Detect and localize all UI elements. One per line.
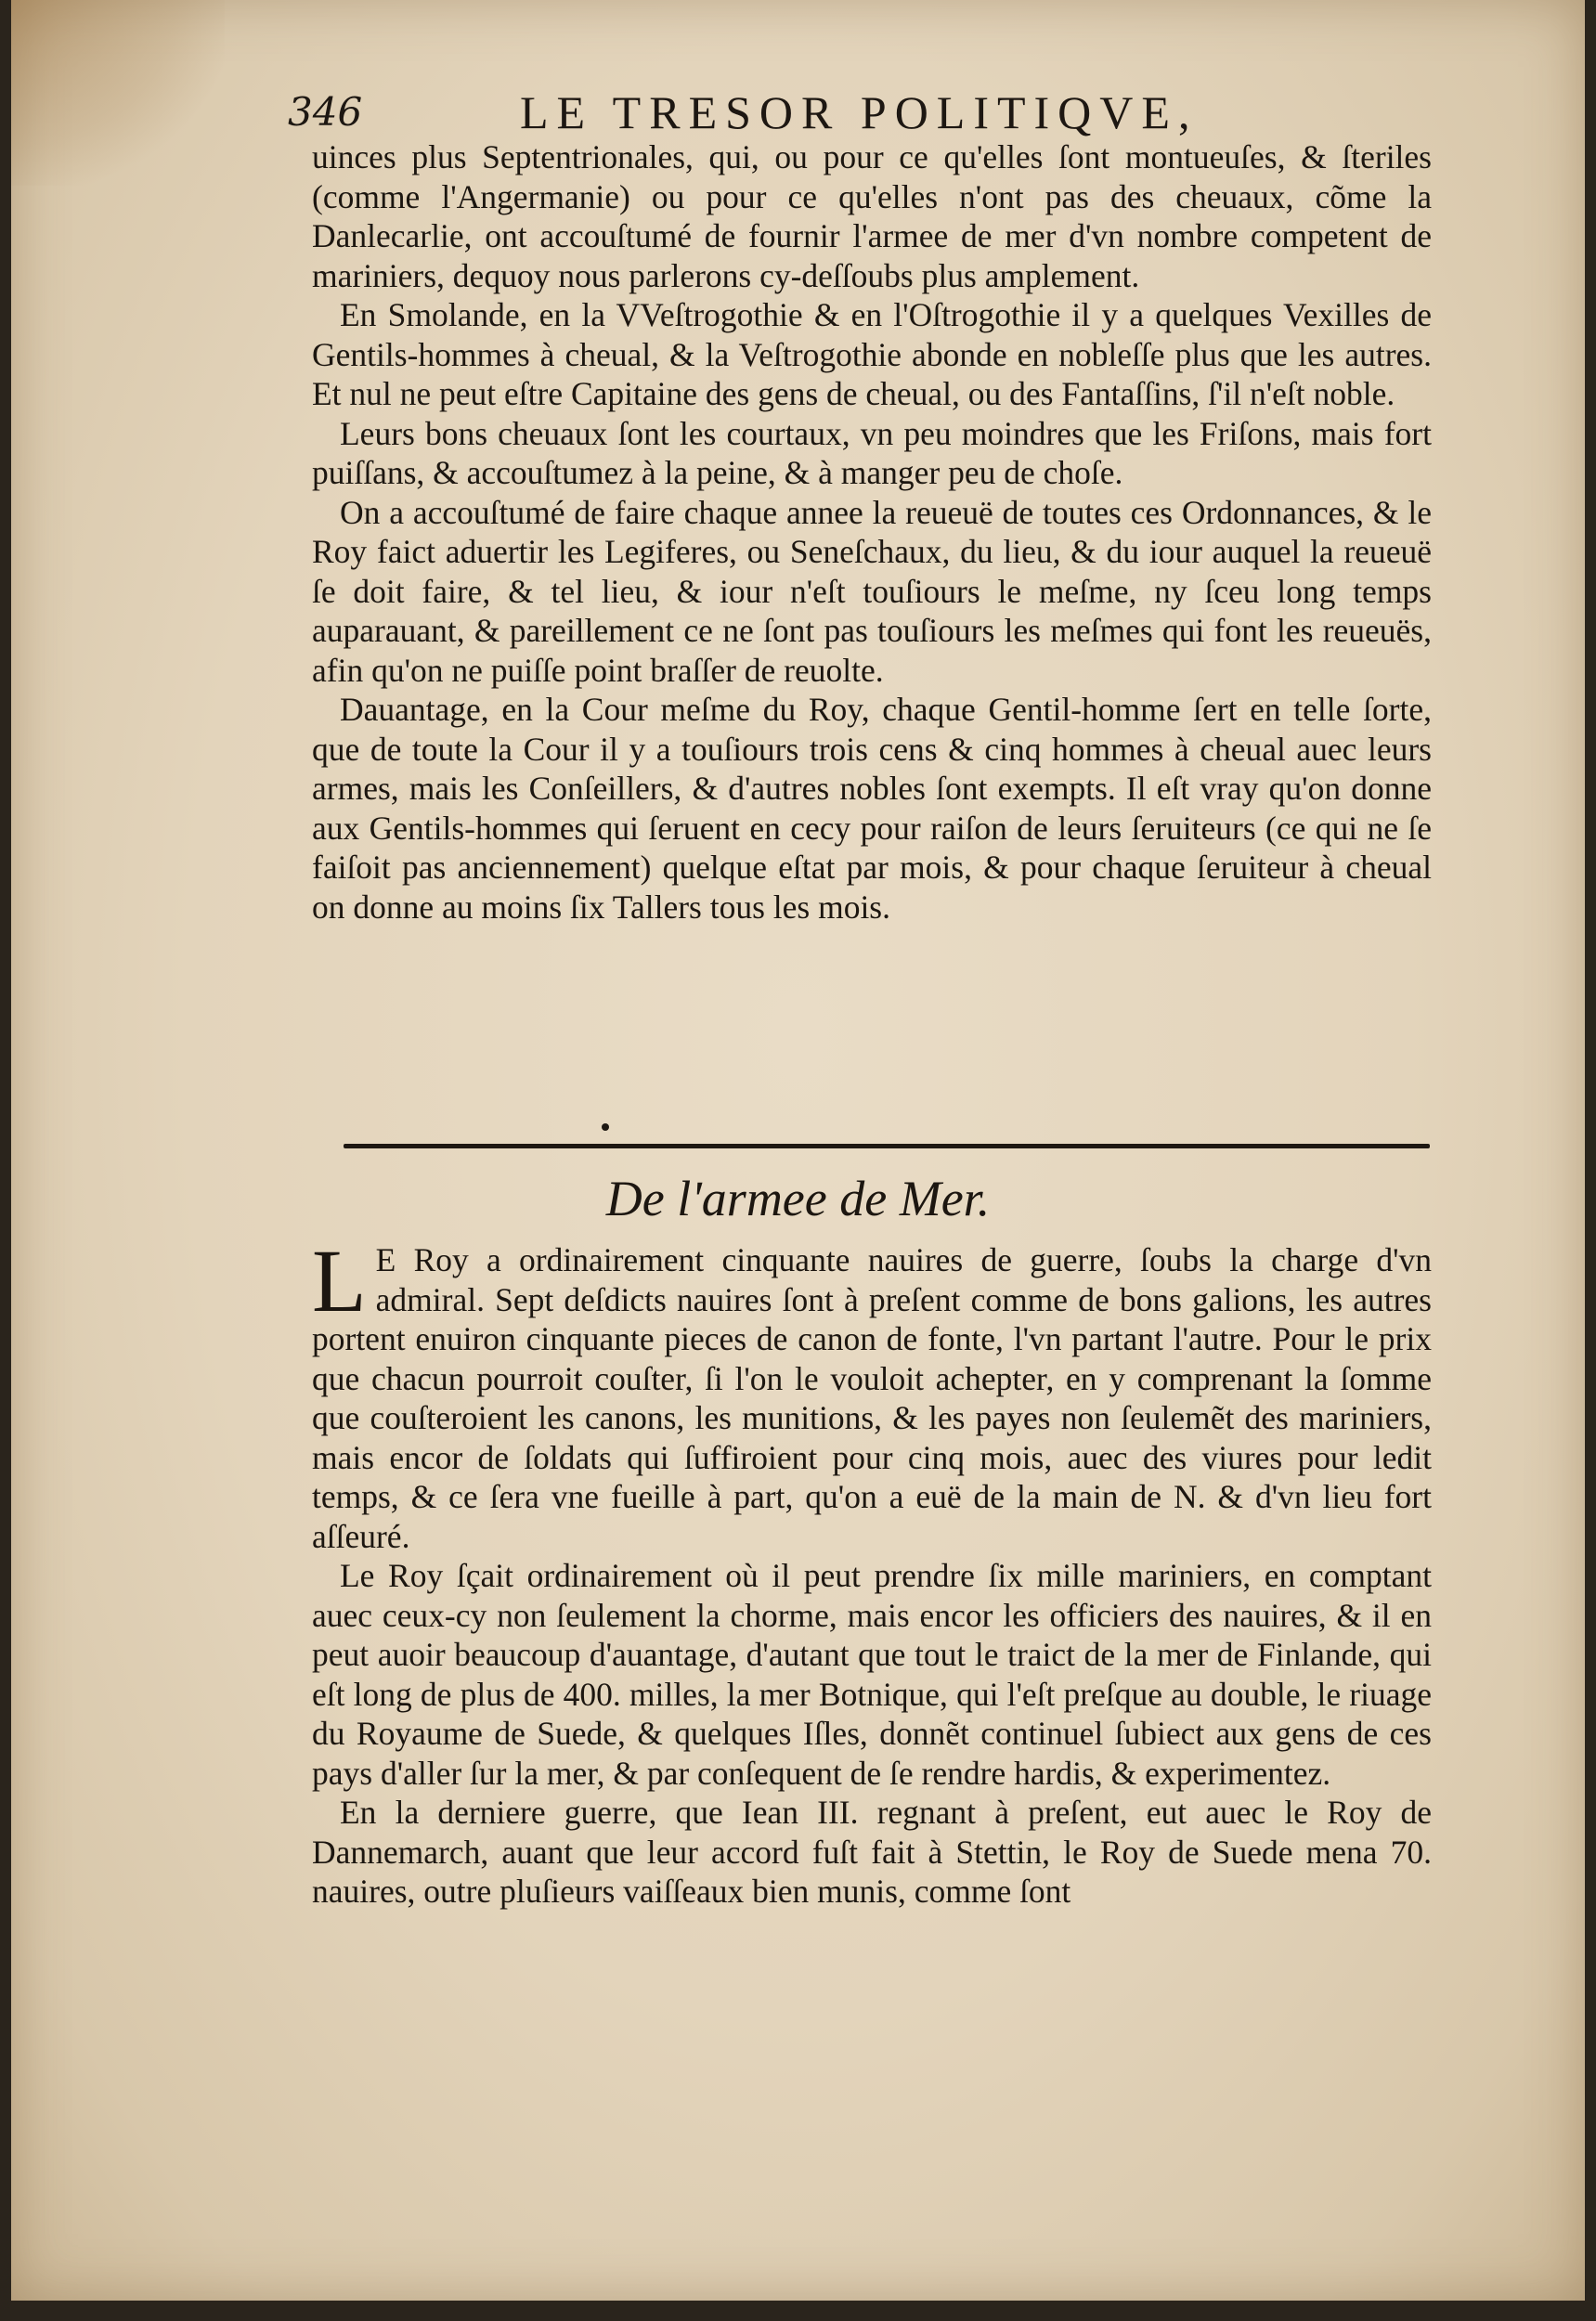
paragraph-text: E Roy a ordinairement cinquante nauires de guerre, ſoubs la charge d'vn admiral. Sept deſdicts nauires ſont à preſent comme de bons galions, les autres portent enuiron cinquante pieces de canon de fonte, l'vn partant l'autre. Pour le prix que chacun pourroit couſter, ſi l'on le vouloit achepter, en y comprenant la ſomme que couſteroient les canons, les munitions, & les payes non ſeulemẽt des mariniers, mais encor de ſoldats qui ſuffiroient pour cinq mois, auec des viures pour ledit temps, & ce ſera vne fueille à part, qu'on a euë de la main de N. & d'vn lieu fort aſſeuré. bbox=[312, 1241, 1432, 1555]
paragraph: Le Roy ſçait ordinairement où il peut prendre ſix mille mariniers, en comptant auec ceux-cy non ſeulement la chorme, mais encor les officiers des nauires, & il en peut auoir beaucoup d'auantage, d'autant que tout le traict de la mer de Finlande, qui eſt long de plus de 400. milles, la mer Botnique, qui l'eſt preſque au double, le riuage du Royaume de Suede, & quelques Iſles, donnẽt continuel ſubiect aux gens de ces pays d'aller ſur la mer, & par conſequent de ſe rendre hardis, & experimentez. bbox=[312, 1557, 1432, 1792]
paragraph: uinces plus Septentrionales, qui, ou pour ce qu'elles ſont montueuſes, & ſteriles (comme l'Angermanie) ou pour ce qu'elles n'ont pas des cheuaux, cõme la Danlecarlie, ont accouſtumé de fournir l'armee de mer d'vn nombre competent de mariniers, dequoy nous parlerons cy-deſſoubs plus amplement. bbox=[312, 138, 1432, 294]
rule-ornament bbox=[602, 1123, 609, 1131]
paragraph-with-dropcap bbox=[312, 1231, 1432, 1556]
running-head bbox=[288, 85, 1421, 141]
running-title: LE TRESOR POLITIQVE, bbox=[520, 86, 1199, 138]
paragraph: En la derniere guerre, que Iean III. regnant à preſent, eut auec le Roy de Dannemarch, auant que leur accord fuſt fait à Stettin, le Roy de Suede mena 70. nauires, outre pluſieurs vaiſſeaux bien munis, comme ſont bbox=[312, 1794, 1432, 1910]
section-heading: De l'armee de Mer. bbox=[605, 1171, 991, 1226]
paragraph: En Smolande, en la VVeſtrogothie & en l'Oſtrogothie il y a quelques Vexilles de Gentils-hommes à cheual, & la Veſtrogothie abonde en nobleſſe plus que les autres. Et nul ne peut eſtre Capitaine des gens de cheual, ou des Fantaſſins, ſ'il n'eſt noble. bbox=[312, 296, 1432, 412]
text-block-top bbox=[312, 137, 1432, 927]
paragraph: Dauantage, en la Cour meſme du Roy, chaque Gentil-homme ſert en telle ſorte, que de toute la Cour il y a touſiours trois cens & cinq hommes à cheual auec leurs armes, mais les Conſeillers, & d'autres nobles ſont exempts. Il eſt vray qu'on donne aux Gentils-hommes qui ſeruent en cecy pour raiſon de leurs ſeruiteurs (ce qui ne ſe faiſoit pas anciennement) quelque eſtat par mois, & pour chaque ſeruiteur à cheual on donne au moins ſix Tallers tous les mois. bbox=[312, 691, 1432, 926]
drop-capital: L bbox=[312, 1231, 367, 1330]
paragraph: Leurs bons cheuaux ſont les courtaux, vn peu moindres que les Friſons, mais fort puiſſans, & accouſtumez à la peine, & à manger peu de choſe. bbox=[312, 414, 1432, 491]
paragraph: On a accouſtumé de faire chaque annee la reueuë de toutes ces Ordonnances, & le Roy faict aduertir les Legiferes, ou Seneſchaux, du lieu, & du iour auquel la reueuë ſe doit faire, & tel lieu, & iour n'eſt touſiours le meſme, ny ſceu long temps auparauant, & pareillement ce ne ſont pas touſiours les meſmes qui font les reueuës, afin qu'on ne puiſſe point braſſer de reuolte. bbox=[312, 493, 1432, 689]
paper-stain bbox=[11, 0, 225, 186]
text-block-bottom bbox=[312, 1231, 1432, 1912]
page-number: 346 bbox=[288, 89, 363, 135]
section-divider bbox=[344, 1144, 1430, 1148]
